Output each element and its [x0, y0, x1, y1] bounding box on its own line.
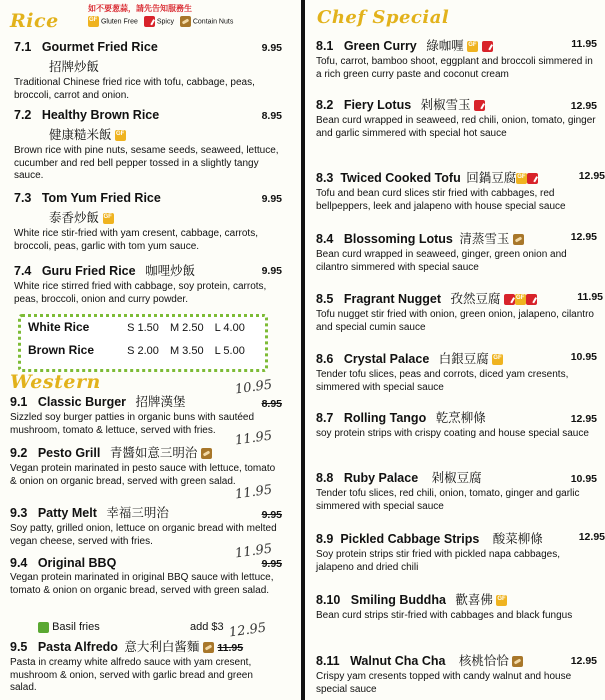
- item-description: White rice stir-fried with yam cresent, cabbage, carrots, broccoli, peas, garlic with tom yum sauce.: [14, 228, 258, 252]
- left-column: [0, 0, 300, 700]
- nuts-icon: [201, 448, 212, 459]
- legend: [88, 3, 237, 27]
- item-chinese-name: 健康糙米飯: [49, 128, 112, 142]
- item-name: Blossoming Lotus: [343, 232, 453, 246]
- item-description: Bean curd wrapped in seaweed, red chili, onion, tomato, ginger and garlic simmered with special hot sauce: [316, 115, 596, 139]
- handwritten-price: 11.95: [233, 428, 273, 449]
- menu-item: [316, 468, 597, 513]
- menu-item: [14, 191, 282, 253]
- item-name: Pickled Cabbage Strips: [340, 532, 480, 546]
- item-price: 11.95: [217, 642, 244, 654]
- item-price: 12.95: [570, 655, 597, 667]
- rice-price-small: S 2.00: [127, 345, 159, 357]
- item-name: Tom Yum Fried Rice: [41, 191, 161, 205]
- item-chinese-name: 咖哩炒飯: [145, 264, 196, 278]
- legend-gluten-free: Gluten Free: [100, 18, 138, 26]
- menu-item: [316, 36, 597, 81]
- item-chinese-name: 泰香炒飯: [49, 211, 100, 225]
- nuts-icon: [513, 234, 524, 245]
- handwritten-price: 10.95: [233, 377, 273, 398]
- item-chinese-name: 綠咖喱: [426, 39, 464, 53]
- gluten-free-icon: [88, 16, 99, 27]
- item-description: Tender tofu slices, red chili, onion, tomato, ginger and garlic simmered with special sauce: [316, 488, 580, 512]
- legend-note: 如不要葱蒜，請先告知服務生: [88, 4, 192, 13]
- rice-price-medium: M 2.50: [169, 322, 204, 334]
- spicy-icon: [504, 294, 515, 305]
- menu-item: [316, 349, 597, 394]
- chef-special-section-title: Chef Special: [317, 7, 450, 28]
- item-description: Tofu nugget stir fried with onion, green onion, jalapeno, cilantro and special cumin sauce: [316, 309, 594, 333]
- spicy-icon: [144, 16, 155, 27]
- item-number: 8.3: [316, 171, 334, 185]
- spicy-icon: [482, 41, 493, 52]
- menu-item: [316, 229, 597, 274]
- item-name: Original BBQ: [37, 556, 117, 570]
- item-number: 7.4: [14, 264, 32, 278]
- item-name: Healthy Brown Rice: [41, 108, 160, 122]
- leaf-icon: [38, 622, 49, 633]
- item-number: 8.2: [316, 98, 334, 112]
- item-price: 12.95: [570, 231, 597, 243]
- item-price: 12.95: [570, 100, 597, 112]
- rice-name: Brown Rice: [28, 343, 95, 357]
- item-description: Tofu, carrot, bamboo shoot, eggplant and broccoli simmered in a rich green curry paste and coconut cream: [316, 56, 593, 80]
- item-name: Walnut Cha Cha: [350, 654, 446, 668]
- item-name: Fiery Lotus: [343, 98, 412, 112]
- rice-price-large: L 4.00: [214, 322, 245, 334]
- menu-item: [10, 428, 282, 488]
- item-number: 8.6: [316, 352, 334, 366]
- gluten-free-icon: [515, 294, 526, 305]
- rice-name: White Rice: [28, 320, 90, 334]
- handwritten-price: 11.95: [233, 541, 273, 562]
- item-price: 9.95: [261, 265, 282, 277]
- menu-item: [316, 289, 603, 334]
- item-price: 11.95: [571, 38, 597, 50]
- item-description: Brown rice with pine nuts, sesame seeds, seaweed, lettuce, cucumber and red bell pepper tossed in a slightly tangy sauce.: [14, 145, 279, 181]
- gluten-free-icon: [516, 173, 527, 184]
- menu-item: [14, 261, 282, 306]
- item-price: 10.95: [570, 351, 597, 363]
- item-name: Green Curry: [343, 39, 417, 53]
- right-column: [307, 0, 605, 700]
- item-name: Pesto Grill: [37, 446, 101, 460]
- item-chinese-name: 酸菜柳條: [492, 532, 543, 546]
- gluten-free-icon: [492, 354, 503, 365]
- item-description: Bean curd wrapped in seaweed, ginger, green onion and cilantro simmered with special sauce: [316, 249, 567, 273]
- spicy-icon: [526, 294, 537, 305]
- item-number: 8.9: [316, 532, 334, 546]
- nuts-icon: [203, 642, 214, 653]
- column-divider: [301, 0, 305, 700]
- item-description: Crispy yam cresents topped with candy walnut and house special sauce: [316, 671, 572, 695]
- item-chinese-name: 歡喜佛: [455, 593, 493, 607]
- item-number: 8.8: [316, 471, 334, 485]
- item-description: Sizzled soy burger patties in organic buns with sautéed mushroom, tomato & lettuce, served with fries.: [10, 412, 255, 436]
- item-name: Patty Melt: [37, 506, 97, 520]
- menu-item: [316, 590, 597, 623]
- item-price: 12.95: [578, 170, 605, 182]
- item-price: 9.95: [261, 193, 282, 205]
- item-chinese-name: 招牌漢堡: [135, 395, 186, 409]
- legend-spicy: Spicy: [156, 18, 174, 26]
- rice-section-title: Rice: [10, 10, 59, 32]
- item-number: 8.4: [316, 232, 334, 246]
- item-name: Ruby Palace: [343, 471, 419, 485]
- item-number: 7.2: [14, 108, 32, 122]
- item-chinese-name: 清蒸雪玉: [459, 232, 510, 246]
- menu-item: [316, 95, 597, 140]
- gluten-free-icon: [496, 595, 507, 606]
- item-name: Fragrant Nugget: [343, 292, 442, 306]
- item-name: Gourmet Fried Rice: [41, 40, 158, 54]
- item-description: Vegan protein marinated in original BBQ sauce with lettuce, tomato & onion on organic bread, served with green salad.: [10, 572, 274, 596]
- item-number: 8.1: [316, 39, 334, 53]
- item-number: 8.10: [316, 593, 341, 607]
- item-name: Crystal Palace: [343, 352, 430, 366]
- item-description: Soy patty, grilled onion, lettuce on organic bread with melted vegan cheese, served with fries.: [10, 523, 277, 547]
- spicy-icon: [474, 100, 485, 111]
- item-price: 8.95: [261, 398, 282, 410]
- item-name: Rolling Tango: [343, 411, 427, 425]
- item-description: Tender tofu slices, peas and corrots, diced yam cresents, simmered with special sauce: [316, 369, 569, 393]
- basil-fries-addon: [38, 621, 224, 633]
- item-price: 11.95: [577, 291, 603, 303]
- item-number: 8.7: [316, 411, 334, 425]
- rice-price-small: S 1.50: [127, 322, 159, 334]
- basil-fries-label: Basil fries: [52, 621, 100, 633]
- item-description: White rice stirred fried with cabbage, soy protein, carrots, peas, broccoli, onion and curry powder.: [14, 281, 267, 305]
- item-number: 7.3: [14, 191, 32, 205]
- item-description: Traditional Chinese fried rice with tofu, cabbage, peas, broccoli, carrot and onion.: [14, 77, 255, 101]
- item-chinese-name: 乾烹柳條: [435, 411, 486, 425]
- item-description: Tofu and bean curd slices stir fried with cabbages, red bellpeppers, leek and jalapeno with house special sauce: [316, 188, 566, 212]
- rice-row: [28, 343, 245, 357]
- item-price: 12.95: [570, 413, 597, 425]
- item-description: soy protein strips with crispy coating and house special sauce: [316, 428, 589, 439]
- item-number: 9.4: [10, 556, 28, 570]
- gluten-free-icon: [467, 41, 478, 52]
- item-description: Bean curd strips stir-fried with cabbages and black fungus: [316, 610, 573, 621]
- item-number: 8.11: [316, 654, 340, 668]
- item-name: Twiced Cooked Tofu: [340, 171, 461, 185]
- item-price: 9.95: [261, 509, 282, 521]
- menu-item: [14, 108, 282, 183]
- item-description: Soy protein strips stir fried with pickled napa cabbages, jalapeno and dried chili: [316, 549, 561, 573]
- rice-price-large: L 5.00: [214, 345, 245, 357]
- item-number: 9.5: [10, 640, 28, 654]
- item-description: Vegan protein marinated in pesto sauce with lettuce, tomato & onion on organic bread, served with green salad.: [10, 463, 276, 487]
- item-chinese-name: 核桃恰恰: [458, 654, 509, 668]
- legend-nuts: Contain Nuts: [192, 18, 234, 26]
- item-name: Guru Fried Rice: [41, 264, 136, 278]
- rice-row: [28, 320, 245, 334]
- item-name: Smiling Buddha: [350, 593, 446, 607]
- basil-fries-price: add $3: [190, 621, 224, 633]
- item-chinese-name: 青醬如意三明治: [109, 446, 198, 460]
- gluten-free-icon: [115, 130, 126, 141]
- western-section-title: Western: [10, 371, 101, 393]
- spicy-icon: [527, 173, 538, 184]
- menu-item: [316, 168, 605, 213]
- item-number: 9.3: [10, 506, 28, 520]
- item-description: Pasta in creamy white alfredo sauce with yam cresent, mushroom & onion, served with garlic bread and green salad.: [10, 657, 253, 693]
- nuts-icon: [180, 16, 191, 27]
- menu-item: [10, 541, 282, 597]
- item-chinese-name: 意大利白酱麵: [124, 640, 200, 654]
- item-number: 9.2: [10, 446, 28, 460]
- item-number: 7.1: [14, 40, 32, 54]
- item-chinese-name: 回鍋豆腐: [466, 171, 517, 185]
- nuts-icon: [512, 656, 523, 667]
- item-chinese-name: 招牌炒飯: [49, 60, 100, 74]
- side-rice-box: [18, 314, 268, 372]
- item-name: Pasta Alfredo: [37, 640, 118, 654]
- item-price: 12.95: [578, 531, 605, 543]
- item-number: 9.1: [10, 395, 28, 409]
- rice-price-medium: M 3.50: [169, 345, 204, 357]
- item-chinese-name: 幸福三明治: [106, 506, 169, 520]
- menu-item: [316, 529, 605, 574]
- item-chinese-name: 孜然豆腐: [450, 292, 501, 306]
- menu-item: [316, 651, 597, 696]
- item-price: 10.95: [570, 473, 597, 485]
- item-chinese-name: 剁椒雪玉: [420, 98, 471, 112]
- item-chinese-name: 白銀豆腐: [438, 352, 489, 366]
- item-price: 9.95: [261, 558, 282, 570]
- menu-item: [316, 408, 597, 441]
- item-name: Classic Burger: [37, 395, 127, 409]
- gluten-free-icon: [103, 213, 114, 224]
- item-chinese-name: 剁椒豆腐: [431, 471, 482, 485]
- item-price: 8.95: [261, 110, 282, 122]
- item-number: 8.5: [316, 292, 334, 306]
- menu-item: [14, 40, 282, 102]
- handwritten-price: 11.95: [233, 482, 273, 503]
- menu-item: [10, 482, 282, 548]
- handwritten-price: 12.95: [227, 620, 267, 641]
- item-price: 9.95: [261, 42, 282, 54]
